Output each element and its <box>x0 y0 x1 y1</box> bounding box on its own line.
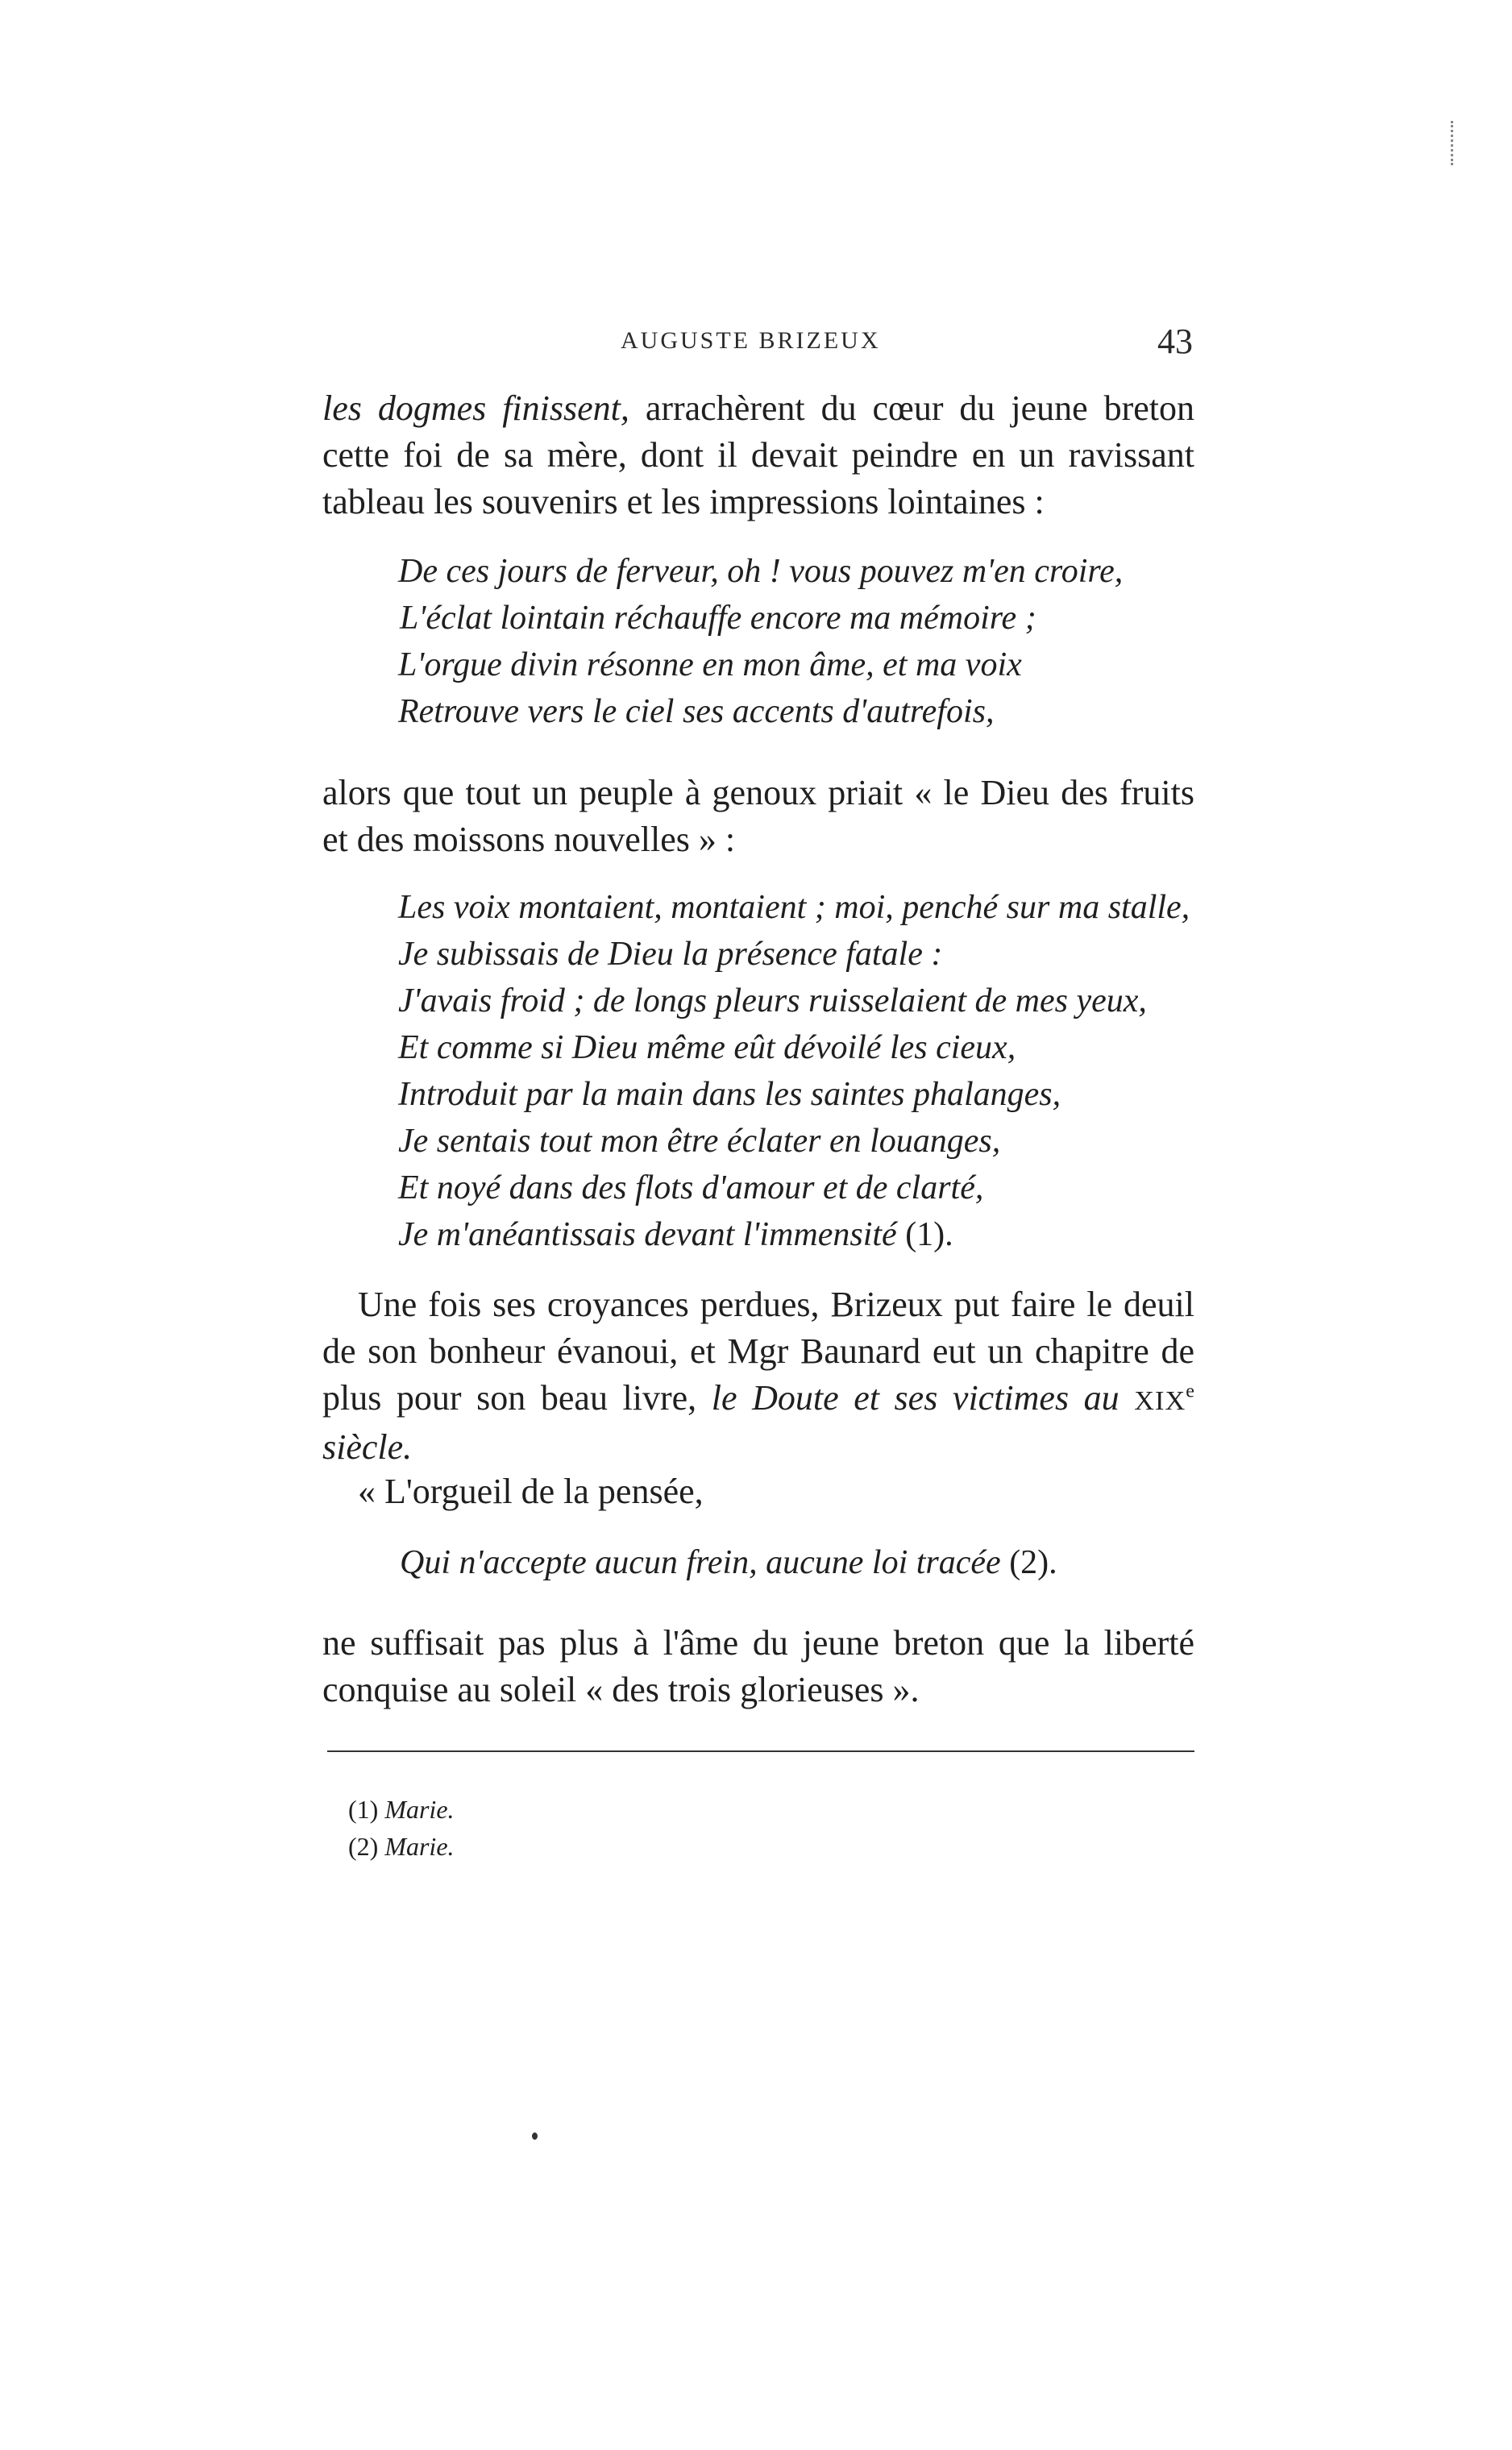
century-numeral: XIX <box>1134 1385 1186 1416</box>
paragraph-2: alors que tout un peuple à genoux priait « le Dieu des fruits et des moissons nouvelles » : <box>322 773 1194 859</box>
verse-line: Retrouve vers le ciel ses accents d'autrefois, <box>398 693 995 730</box>
paragraph-1-text: arrachèrent du cœur du jeune breton cette foi de sa mère, dont il devait peindre en un ravissant tableau les souvenirs et les impressions lointaines : <box>322 388 1194 521</box>
verse-line <box>398 1211 1204 1258</box>
verse-line: Et noyé dans des flots d'amour et de clarté, <box>398 1169 984 1206</box>
book-title: le Doute et ses victimes au <box>711 1378 1119 1418</box>
ink-speck <box>532 2132 538 2140</box>
verse-line: Et comme si Dieu même eût dévoilé les cieux, <box>398 1029 1016 1066</box>
verse-block-1 <box>398 548 1204 735</box>
verse-line: Je subissais de Dieu la présence fatale : <box>398 936 943 973</box>
verse-block-2 <box>398 884 1204 1258</box>
footnote-ref-1: (1). <box>896 1216 953 1253</box>
margin-pencil-mark <box>1451 121 1461 165</box>
verse-line: Je sentais tout mon être éclater en louanges, <box>398 1123 1001 1160</box>
verse-line-text: Qui n'accepte aucun frein, aucune loi tracée <box>400 1544 1001 1581</box>
verse-line: J'avais froid ; de longs pleurs ruisselaient de mes yeux, <box>398 982 1147 1019</box>
century-word: siècle. <box>322 1427 413 1467</box>
footnote-divider <box>327 1750 1194 1752</box>
verse-line <box>400 1539 1206 1586</box>
verse-line: L'orgue divin résonne en mon âme, et ma voix <box>398 646 1022 683</box>
footnote-ref-2: (2). <box>1000 1544 1057 1581</box>
footnote <box>348 1791 455 1828</box>
verse-line: Introduit par la main dans les saintes phalanges, <box>398 1076 1061 1113</box>
page-number: 43 <box>1157 322 1193 361</box>
paragraph-3 <box>322 1281 1194 1471</box>
footnote-mark: (2) <box>348 1832 379 1861</box>
paragraph-5: ne suffisait pas plus à l'âme du jeune breton que la liberté conquise au soleil « des trois glorieuses ». <box>322 1623 1194 1709</box>
paragraph-1 <box>322 385 1194 525</box>
footnote-text: Marie. <box>384 1795 455 1824</box>
paragraph-3-text: Une fois ses croyances perdues, Brizeux put faire le deuil de son bonheur évanoui, et Mgr Baunard eut un chapitre de plus pour son beau livre, <box>322 1285 1194 1418</box>
verse-line: L'éclat lointain réchauffe encore ma mémoire ; <box>400 600 1036 637</box>
verse-line: Les voix montaient, montaient ; moi, penché sur ma stalle, <box>398 889 1190 926</box>
footnote-mark: (1) <box>348 1795 379 1824</box>
footnote-text: Marie. <box>384 1832 455 1861</box>
century-superscript: e <box>1186 1380 1194 1402</box>
verse-line: De ces jours de ferveur, oh ! vous pouvez m'en croire, <box>398 553 1124 590</box>
running-head <box>322 321 1193 369</box>
footnote <box>348 1828 455 1865</box>
paragraph-1-italic-start: les dogmes finissent, <box>322 388 629 428</box>
verse-block-3 <box>400 1539 1206 1586</box>
running-title: AUGUSTE BRIZEUX <box>621 327 881 354</box>
footnotes <box>348 1791 455 1865</box>
paragraph-4: « L'orgueil de la pensée, <box>358 1472 704 1511</box>
verse-line-text: Je m'anéantissais devant l'immensité <box>398 1216 897 1253</box>
